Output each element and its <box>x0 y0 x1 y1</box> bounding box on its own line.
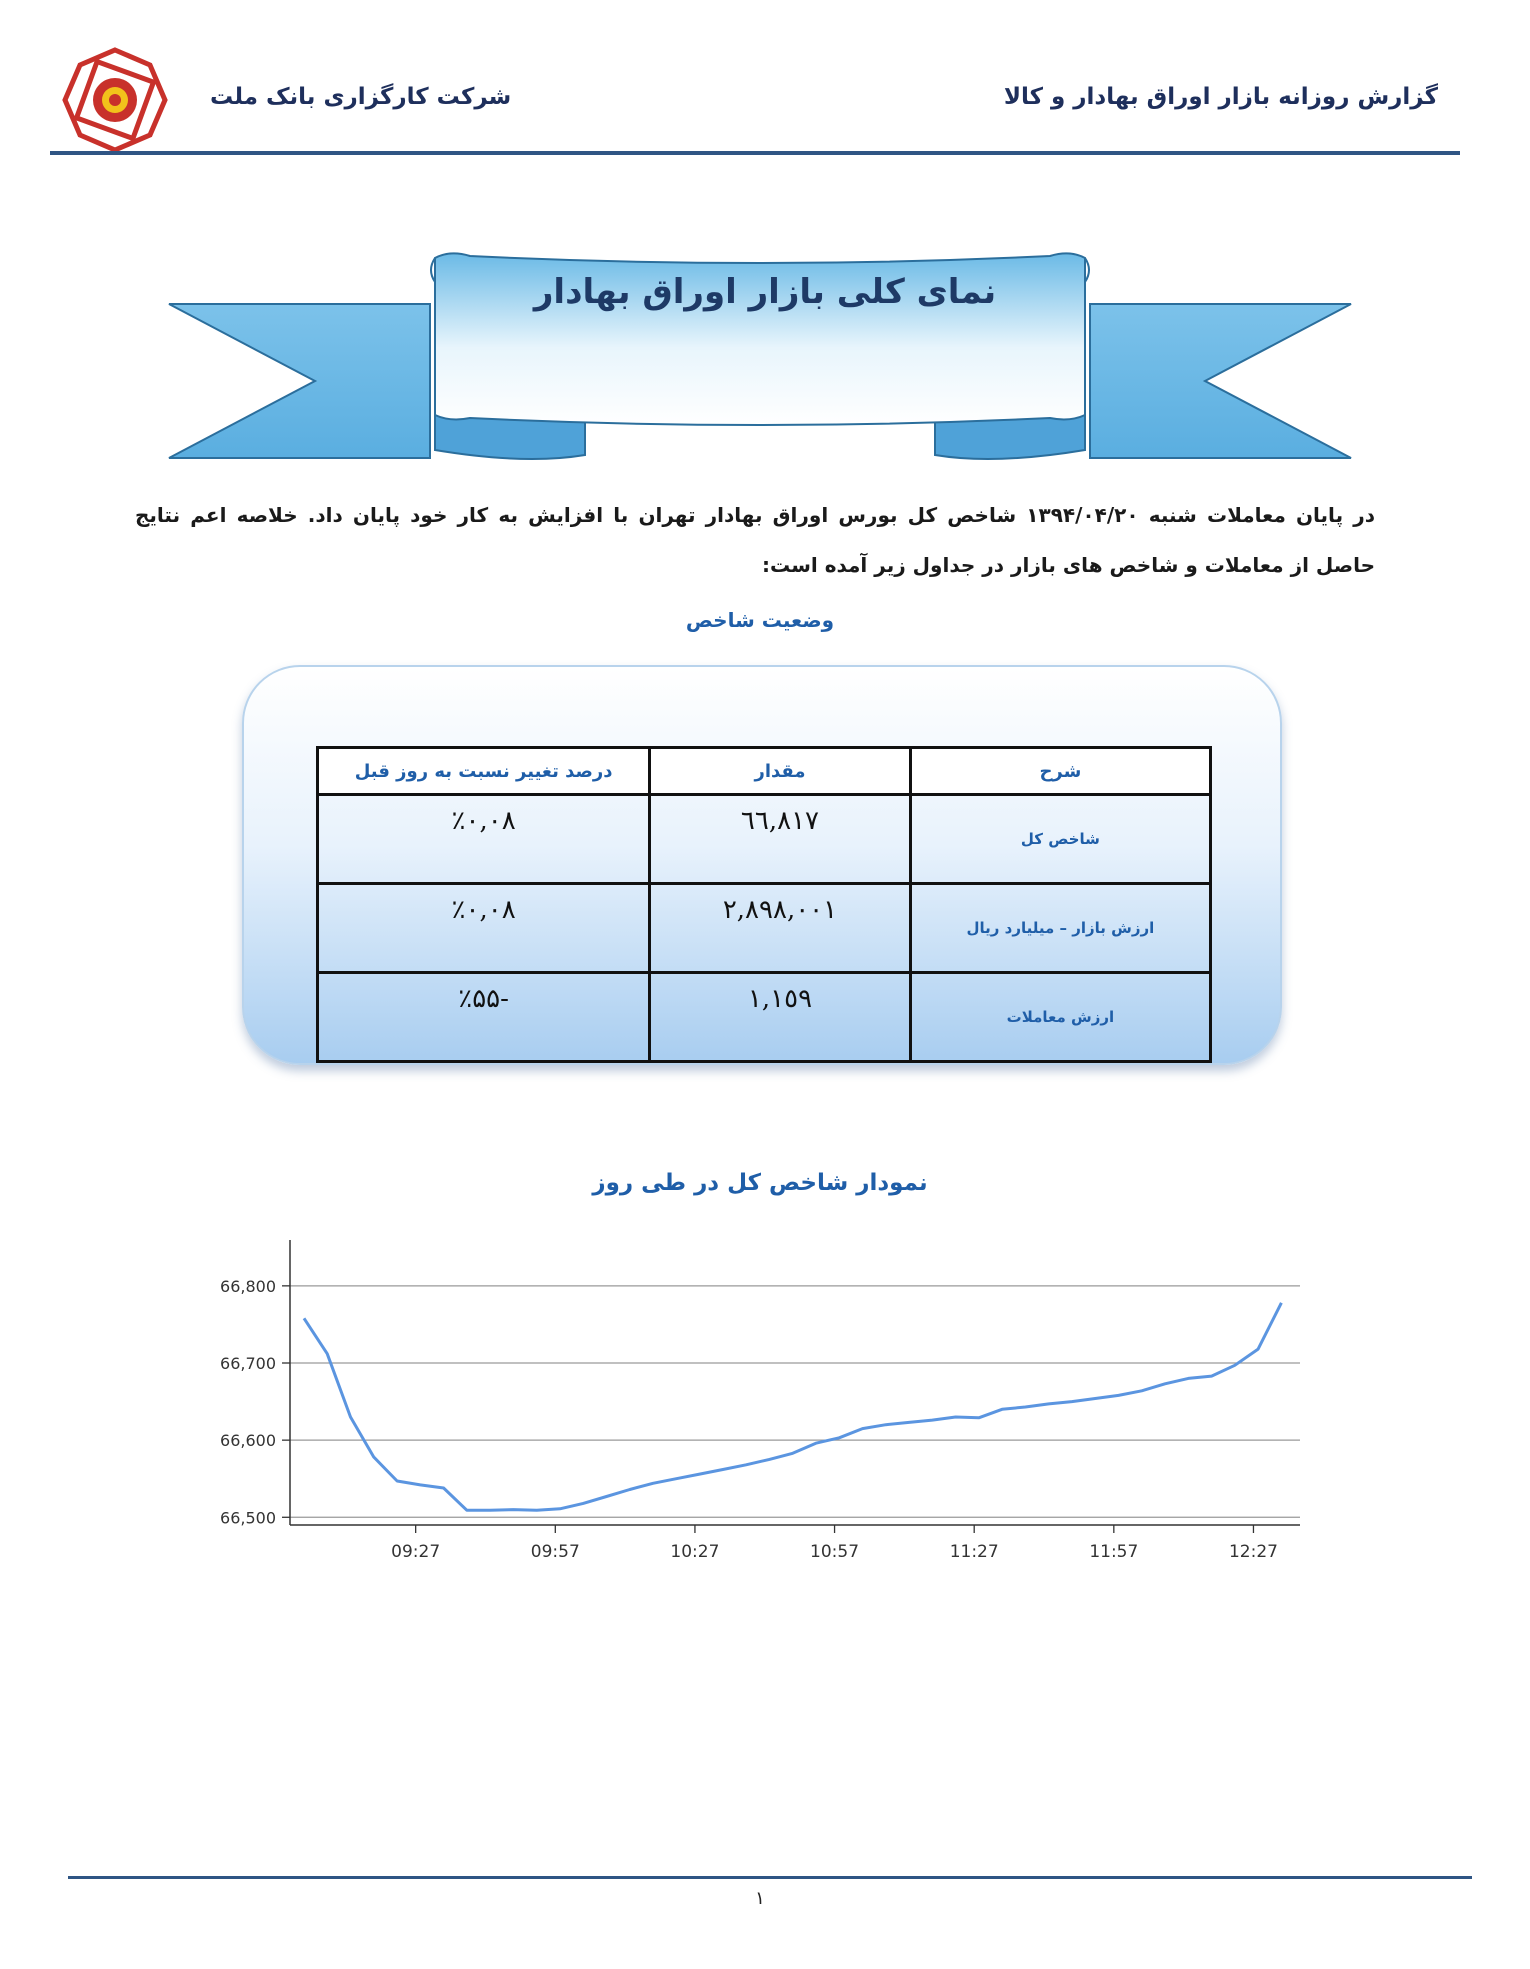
index-status-title: وضعیت شاخص <box>685 608 835 632</box>
header-desc: شرح <box>910 748 1210 795</box>
header-value: مقدار <box>650 748 911 795</box>
header-divider <box>50 151 1460 155</box>
table-row <box>318 973 1211 1062</box>
footer-divider <box>68 1876 1472 1879</box>
table-header-row <box>318 748 1211 795</box>
table-row <box>318 884 1211 973</box>
page-number: ۱ <box>755 1888 765 1909</box>
y-tick-label: 66,800 <box>220 1276 276 1296</box>
y-tick-label: 66,700 <box>220 1354 276 1373</box>
row-change: ٪۰,۰۸ <box>318 884 650 973</box>
banner-title: نمای کلی بازار اوراق بهادار <box>533 272 997 312</box>
row-desc: ارزش معاملات <box>910 973 1210 1062</box>
x-tick-label: 11:57 <box>1089 1542 1139 1562</box>
row-change: ٪۰,۰۸ <box>318 795 650 884</box>
intraday-index-chart <box>190 1240 1310 1580</box>
x-tick-label: 11:27 <box>949 1542 999 1562</box>
x-tick-label: 10:57 <box>810 1542 860 1562</box>
row-value: ٦٦,٨١٧ <box>650 795 911 884</box>
bank-mellat-logo-icon <box>60 45 170 155</box>
y-tick-label: 66,600 <box>220 1431 276 1451</box>
row-change: -٪۵۵ <box>318 973 650 1062</box>
row-value: ٢,٨٩٨,٠٠١ <box>650 884 911 973</box>
row-desc: ارزش بازار – میلیارد ریال <box>910 884 1210 973</box>
x-tick-label: 10:27 <box>670 1542 720 1562</box>
x-tick-label: 09:57 <box>530 1542 580 1562</box>
table-row <box>318 795 1211 884</box>
row-value: ١,١٥٩ <box>650 973 911 1062</box>
series-line <box>304 1303 1281 1511</box>
header-change: درصد تغییر نسبت به روز قبل <box>318 748 650 795</box>
index-status-table <box>316 746 1212 1063</box>
report-title: گزارش روزانه بازار اوراق بهادار و کالا <box>1003 84 1438 110</box>
intro-paragraph: در پایان معاملات شنبه ۱۳۹۴/۰۴/۲۰ شاخص کل بورس اوراق بهادار تهران با افزایش به کار خود پایان داد. خلاصه اعم نتایج حاصل از معاملات و شاخص های بازار در جداول زیر آمده است: <box>135 503 1375 577</box>
chart-title: نمودار شاخص کل در طی روز <box>592 1170 928 1196</box>
x-tick-label: 09:27 <box>391 1542 441 1562</box>
company-name: شرکت کارگزاری بانک ملت <box>210 84 512 110</box>
row-desc: شاخص کل <box>910 795 1210 884</box>
y-tick-label: 66,500 <box>220 1508 276 1528</box>
x-tick-label: 12:27 <box>1228 1542 1278 1562</box>
